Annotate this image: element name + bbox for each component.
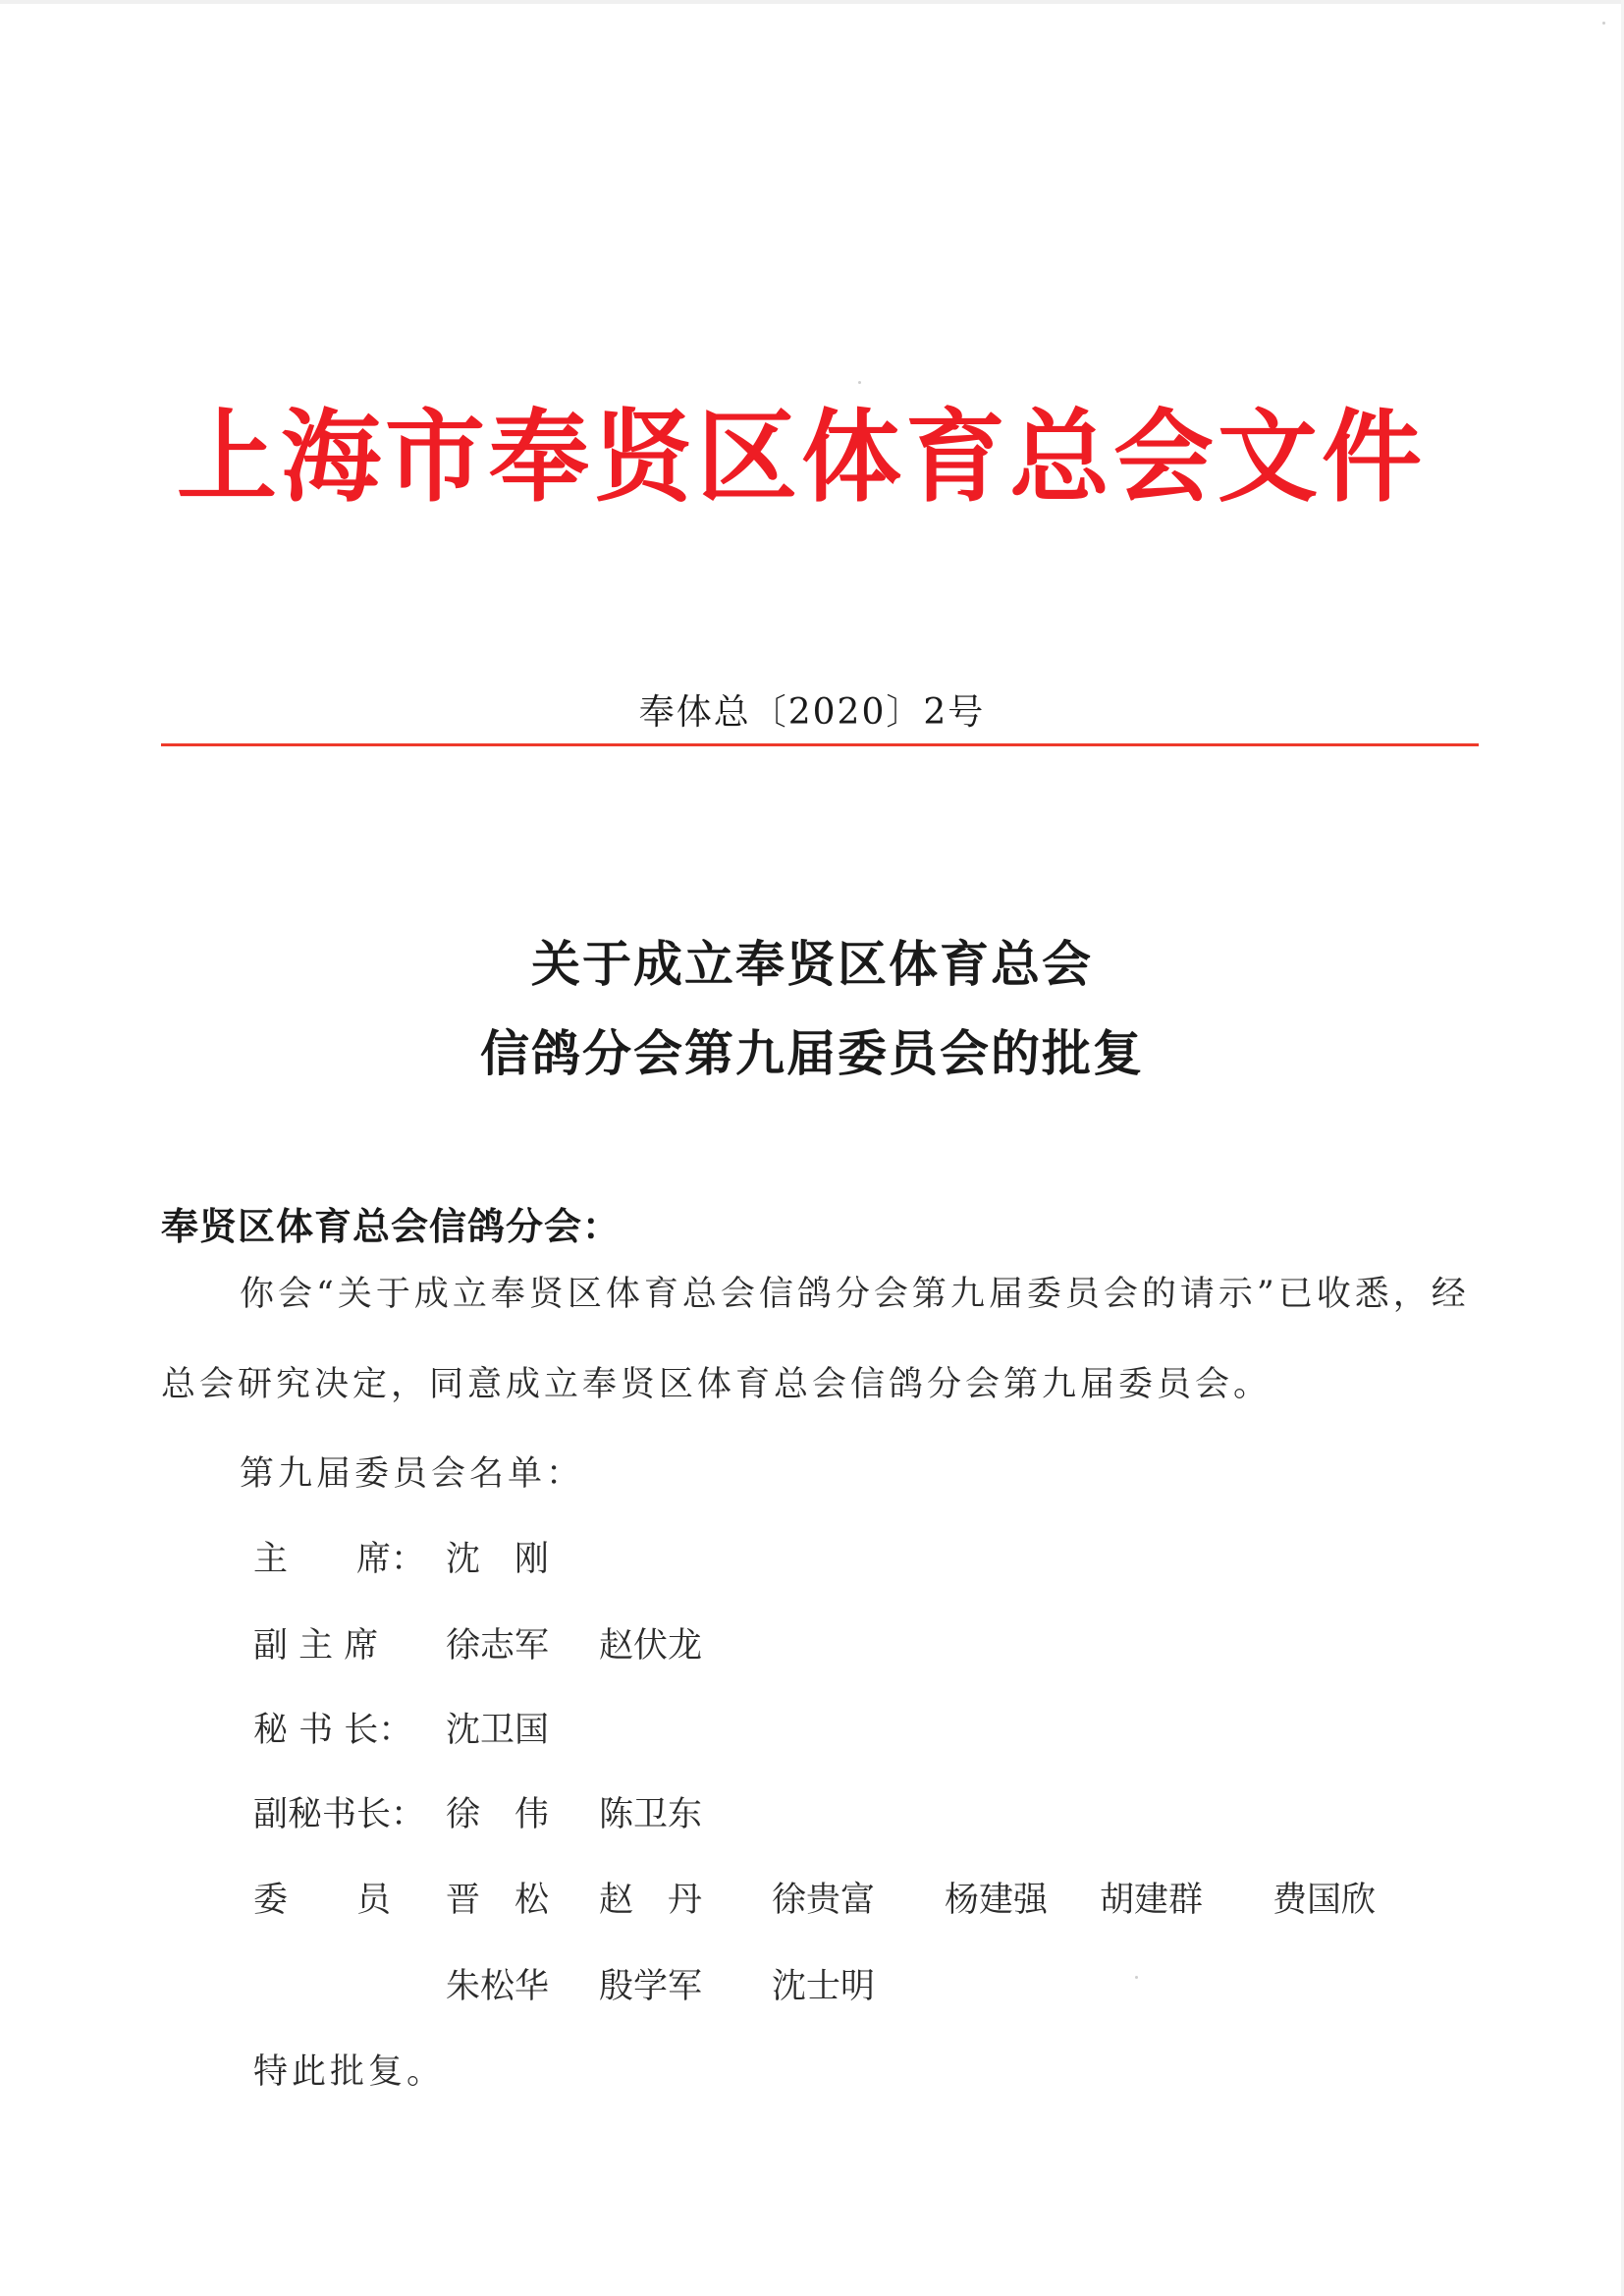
member-name: 赵 丹 — [599, 1881, 703, 1920]
body-paragraph-line-1: 你会“关于成立奉贤区体育总会信鸽分会第九届委员会的请示”已收悉，经 — [240, 1275, 1470, 1314]
red-separator-line — [161, 743, 1479, 746]
member-name: 费国欣 — [1272, 1881, 1377, 1920]
member-name: 陈卫东 — [599, 1795, 703, 1834]
member-name: 沈士明 — [772, 1967, 876, 2006]
member-name: 沈 刚 — [446, 1540, 550, 1579]
scan-edge-top — [0, 0, 1624, 4]
member-list-heading: 第九届委员会名单： — [240, 1454, 585, 1494]
closing-remark: 特此批复。 — [253, 2052, 446, 2092]
member-name: 晋 松 — [446, 1881, 550, 1920]
member-name: 朱松华 — [446, 1967, 550, 2006]
role-label: 主 席： — [253, 1540, 426, 1579]
issuer-header: 上海市奉贤区体育总会文件 — [177, 399, 1426, 517]
role-label: 委 员 — [253, 1881, 392, 1920]
member-name: 沈卫国 — [446, 1711, 550, 1750]
scan-speck — [858, 381, 861, 384]
scan-speck — [1602, 22, 1605, 25]
member-name: 杨建强 — [945, 1881, 1049, 1920]
role-label: 副 主 席 — [253, 1626, 379, 1666]
document-title-line-2: 信鸽分会第九届委员会的批复 — [480, 1024, 1144, 1082]
member-name: 徐志军 — [446, 1626, 550, 1666]
addressee: 奉贤区体育总会信鸽分会： — [161, 1205, 622, 1248]
member-name: 徐贵富 — [772, 1881, 876, 1920]
role-label: 副秘书长： — [253, 1795, 426, 1834]
member-name: 胡建群 — [1100, 1881, 1204, 1920]
member-name: 徐 伟 — [446, 1795, 550, 1834]
member-name: 殷学军 — [599, 1967, 703, 2006]
role-label: 秘 书 长： — [253, 1711, 413, 1750]
body-paragraph-line-2: 总会研究决定，同意成立奉贤区体育总会信鸽分会第九届委员会。 — [161, 1365, 1272, 1404]
scan-speck — [1135, 1976, 1138, 1979]
document-number: 奉体总〔2020〕2号 — [638, 692, 986, 733]
document-title-line-1: 关于成立奉贤区体育总会 — [531, 935, 1093, 993]
member-name: 赵伏龙 — [599, 1626, 703, 1666]
